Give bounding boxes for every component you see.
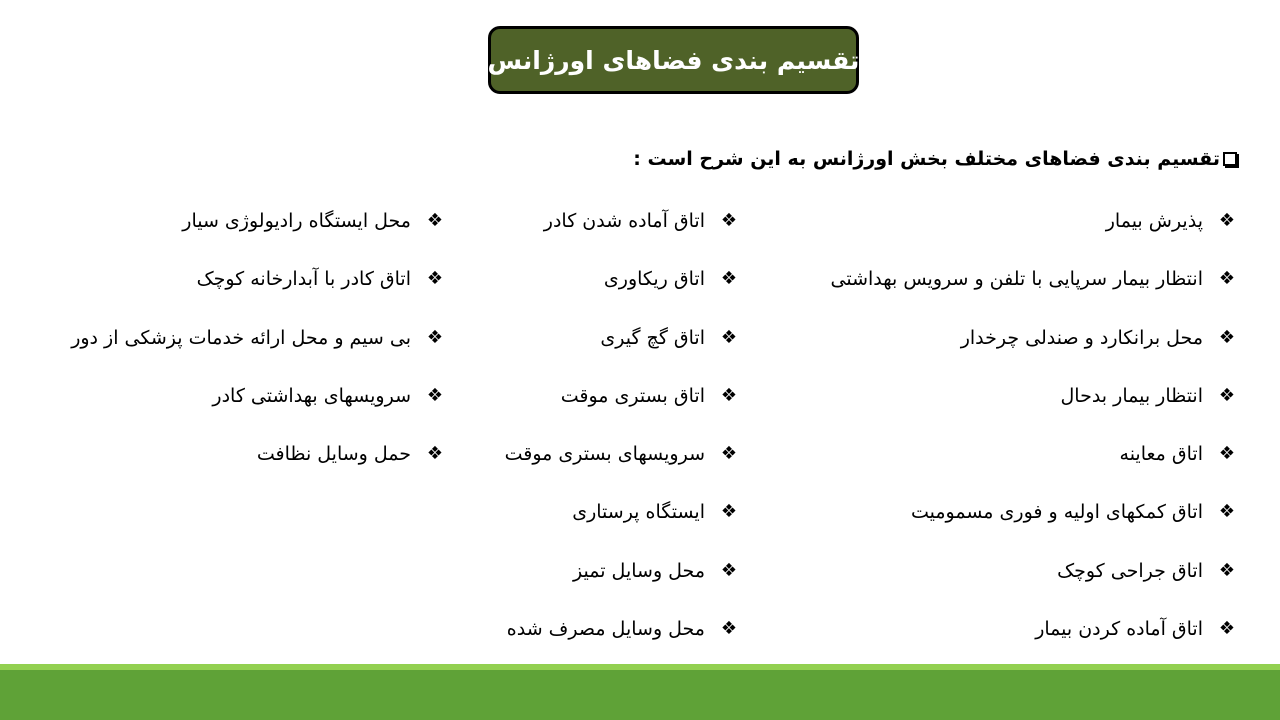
diamond-bullet-icon: ❖ xyxy=(720,618,738,640)
diamond-bullet-icon: ❖ xyxy=(720,210,738,231)
list-item: ❖ محل برانکارد و صندلی چرخدار xyxy=(960,326,1236,349)
diamond-bullet-icon: ❖ xyxy=(1218,501,1236,523)
list-item: ❖ انتظار بیمار سرپایی با تلفن و سرویس بهداشتی xyxy=(830,268,1236,291)
diamond-bullet-icon: ❖ xyxy=(426,326,444,348)
diamond-bullet-icon: ❖ xyxy=(720,443,738,465)
list-item: ❖ اتاق کمکهای اولیه و فوری مسمومیت xyxy=(910,501,1236,524)
list-item: ❖ سرویسهای بستری موقت xyxy=(504,443,738,466)
list-item: ❖ حمل وسایل نظافت xyxy=(256,443,444,466)
diamond-bullet-icon: ❖ xyxy=(426,384,444,406)
title-banner xyxy=(488,26,859,94)
intro-text: تقسیم بندی فضاهای مختلف بخش اورژانس به این شرح است : xyxy=(633,148,1220,170)
diamond-bullet-icon: ❖ xyxy=(720,326,738,348)
diamond-bullet-icon: ❖ xyxy=(720,501,738,523)
diamond-bullet-icon: ❖ xyxy=(1218,326,1236,348)
list-item: ❖ اتاق بستری موقت xyxy=(560,384,738,407)
list-item: ❖ محل وسایل تمیز xyxy=(573,559,738,582)
diamond-bullet-icon: ❖ xyxy=(1218,210,1236,231)
diamond-bullet-icon: ❖ xyxy=(1218,384,1236,406)
list-item: ❖ سرویسهای بهداشتی کادر xyxy=(212,384,444,407)
list-item: ❖ اتاق جراحی کوچک xyxy=(1057,559,1236,582)
diamond-bullet-icon: ❖ xyxy=(426,268,444,290)
list-column-2 xyxy=(505,208,739,674)
diamond-bullet-icon: ❖ xyxy=(720,384,738,406)
list-item: ❖ اتاق کادر با آبدارخانه کوچک xyxy=(196,268,444,291)
list-item: ❖ بی سیم و محل ارائه خدمات پزشکی از دور xyxy=(71,326,444,349)
list-item: ❖ اتاق معاینه xyxy=(1119,443,1236,466)
list-item: ❖ ایستگاه پرستاری xyxy=(572,501,738,524)
diamond-bullet-icon: ❖ xyxy=(1218,268,1236,290)
list-item: ❖ اتاق ریکاوری xyxy=(603,268,738,291)
diamond-bullet-icon: ❖ xyxy=(1218,618,1236,640)
list-item: ❖ محل ایستگاه رادیولوژی سیار xyxy=(182,210,444,232)
diamond-bullet-icon: ❖ xyxy=(720,559,738,581)
page-title: تقسیم بندی فضاهای اورژانس xyxy=(487,45,860,75)
list-item: ❖ پذیرش بیمار xyxy=(1105,210,1236,232)
diamond-bullet-icon: ❖ xyxy=(720,268,738,290)
diamond-bullet-icon: ❖ xyxy=(1218,443,1236,465)
diamond-bullet-icon: ❖ xyxy=(1218,559,1236,581)
list-item: ❖ اتاق آماده شدن کادر xyxy=(543,210,738,232)
footer-band xyxy=(0,670,1280,720)
list-column-1 xyxy=(831,208,1238,674)
list-item: ❖ اتاق گچ گیری xyxy=(600,326,738,349)
list-column-3 xyxy=(71,208,445,499)
diamond-bullet-icon: ❖ xyxy=(426,210,444,231)
list-item: ❖ انتظار بیمار بدحال xyxy=(1060,384,1236,407)
square-bullet-icon xyxy=(1223,152,1237,166)
diamond-bullet-icon: ❖ xyxy=(426,443,444,465)
intro-line xyxy=(633,148,1237,170)
list-item: ❖ اتاق آماده کردن بیمار xyxy=(1035,618,1236,641)
list-item: ❖ محل وسایل مصرف شده xyxy=(506,618,738,641)
